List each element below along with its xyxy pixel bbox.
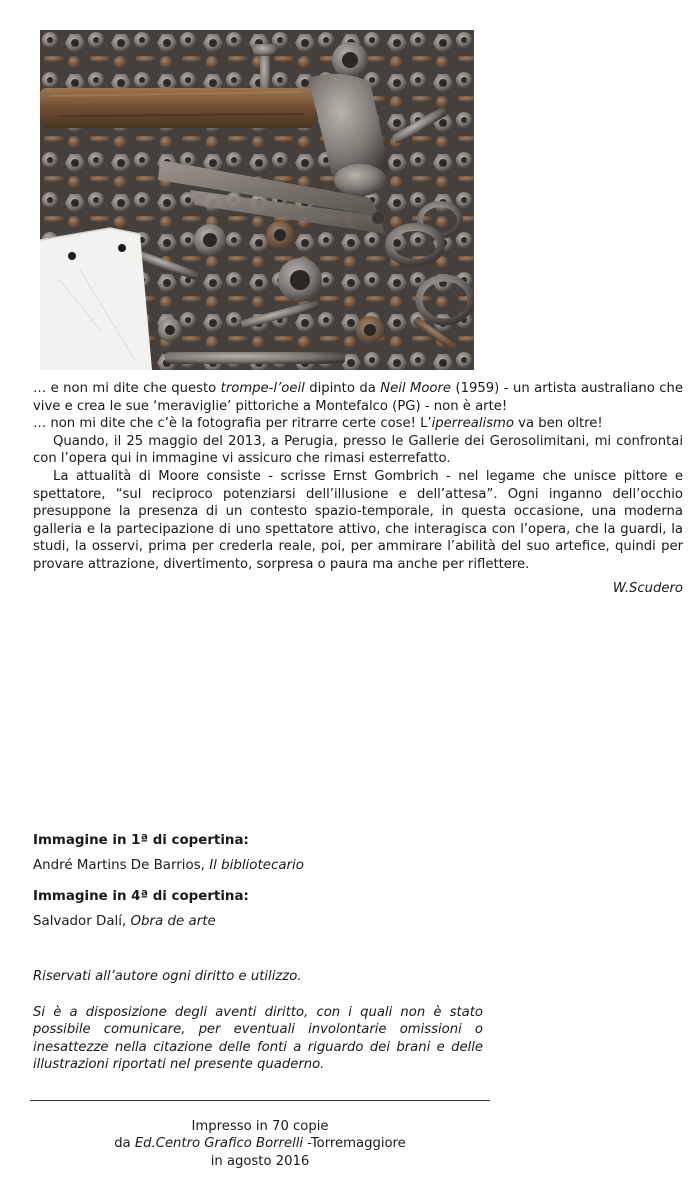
back-cover-heading: Immagine in 4ª di copertina: (33, 889, 249, 904)
author-signature: W.Scudero (612, 580, 683, 596)
back-cover-title: Obra de arte (130, 914, 216, 929)
caption-paragraph-2: … non mi dite che c’è la fotografia per ritrarre certe cose! L’iperrealismo va ben oltre! (33, 416, 603, 432)
divider-rule (30, 1100, 490, 1101)
front-cover-heading: Immagine in 1ª di copertina: (33, 833, 249, 848)
front-cover-title: Il bibliotecario (209, 858, 304, 873)
trompe-l-oeil-painting (40, 30, 474, 370)
colophon-printer: da Ed.Centro Grafico Borrelli -Torremaggiore (114, 1136, 406, 1152)
colophon-copies: Impresso in 70 copie (191, 1119, 329, 1134)
front-cover-credit: André Martins De Barrios, Il bibliotecario (33, 858, 304, 873)
colophon-date: in agosto 2016 (210, 1153, 310, 1169)
cover-credits (33, 833, 493, 945)
painting-commentary (33, 380, 683, 597)
caption-paragraph-3: Quando, il 25 maggio del 2013, a Perugia, presso le Gallerie dei Gerosolimitani, mi confrontai con l’opera qui in immagine vi assicuro che rimasi esterrefatto. (33, 433, 683, 467)
rights-reserved: Riservati all’autore ogni diritto e utilizzo. (33, 969, 302, 984)
artist-name: Neil Moore (380, 381, 452, 396)
painting-illustration (40, 30, 474, 370)
printer-name: Ed.Centro Grafico Borrelli (134, 1136, 304, 1152)
artwork-genre: trompe-l’oeil (220, 381, 305, 396)
movement-name: iperrealismo (431, 416, 514, 432)
rights-disclaimer: Si è a disposizione degli aventi diritto, con i quali non è stato possibile comunicare, per eventuali involontarie omissioni o inesattezze nella citazione delle fonti a riguardo dei brani e delle illustrazioni riportati nel presente quaderno. (33, 1004, 483, 1073)
paper-sheet (40, 228, 152, 370)
caption-paragraph-1: … e non mi dite che questo trompe-l’oeil dipinto da Neil Moore (1959) - un artista australiano che vive e crea le sue ‘meraviglie’ pittoriche a Montefalco (PG) - non è arte! (33, 381, 683, 414)
back-cover-credit: Salvador Dalí, Obra de arte (33, 914, 216, 929)
colophon (30, 1118, 490, 1170)
caption-paragraph-4: La attualità di Moore consiste - scrisse Ernst Gombrich - nel legame che unisce pittore e spettatore, “sul reciproco potenziarsi dell’illusione e dell’attesa”. Ogni inganno dell’occhio presuppone la presenza di un contesto spazio-temporale, in questa occasione, una moderna galleria e la partecipazione di uno spettatore attivo, che interagisca con l’opera, che la guardi, la studi, la osservi, prima per crederla reale, poi, per ammirare l’abilità del suo artefice, quindi per provare attrazione, divertimento, sorpresa o paura ma anche per riflettere. (33, 468, 683, 572)
rights-notice (33, 968, 483, 1092)
